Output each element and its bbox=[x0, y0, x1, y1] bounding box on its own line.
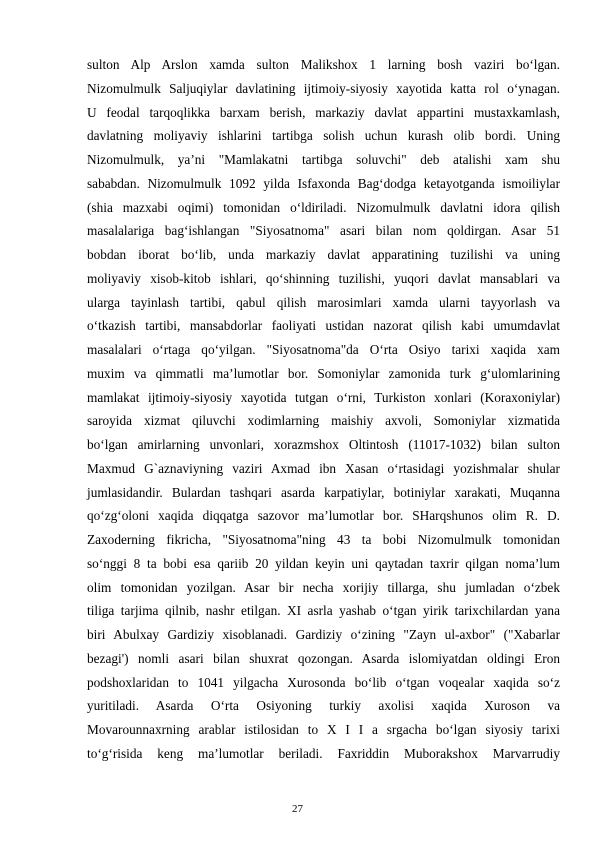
text-line: bezagi') nomli asari bilan shuxrat qozongan. Asarda islomiyatdan oldingi Eron bbox=[87, 650, 560, 666]
text-line: masalalariga bag‘ishlangan "Siyosatnoma" asari bilan nom qoldirgan. Asar 51 bbox=[87, 223, 560, 239]
text-line: Zaxoderning fikricha, "Siyosatnoma"ning 43 ta bobi Nizomulmulk tomonidan bbox=[87, 532, 560, 547]
text-line: moliyaviy xisob-kitob ishlari, qo‘shinning tuzilishi, yuqori davlat mansablari va bbox=[87, 270, 560, 286]
text-line: yuritiladi. Asarda O‘rta Osiyoning turkiy axolisi xaqida Xuroson va bbox=[87, 698, 560, 714]
text-line: (shia mazxabi oqimi) tomonidan o‘ldiriladi. Nizomulmulk davlatni idora qilish bbox=[87, 199, 560, 215]
text-line: masalalari o‘rtaga qo‘yilgan. "Siyosatnoma"da O‘rta Osiyo tarixi xaqida xam bbox=[87, 342, 560, 357]
text-line: davlatning moliyaviy ishlarini tartibga solish uchun kurash olib bordi. Uning bbox=[87, 128, 560, 144]
page-number: 27 bbox=[292, 803, 303, 815]
text-line: o‘tkazish tartibi, mansabdorlar faoliyati ustidan nazorat qilish kabi umumdavlat bbox=[87, 318, 560, 334]
text-line: so‘nggi 8 ta bobi esa qariib 20 yildan keyin uni qaytadan taxrir qilgan noma’lum bbox=[87, 555, 560, 571]
text-line: to‘g‘risida keng ma’lumotlar beriladi. Faxriddin Muborakshox Marvarrudiy bbox=[87, 745, 560, 761]
text-line: tiliga tarjima qilnib, nashr etilgan. XI asrla yashab o‘tgan yirik tarixchilardan yana bbox=[87, 603, 560, 619]
text-line: Movarounnaxrning arablar istilosidan to X I I a srgacha bo‘lgan siyosiy tarixi bbox=[87, 722, 560, 737]
text-line: ularga tayinlash tartibi, qabul qilish marosimlari xamda ularni tayyorlash va bbox=[87, 294, 560, 310]
text-line: Nizomulmulk, ya’ni "Mamlakatni tartibga soluvchi" deb atalishi xam shu bbox=[87, 152, 560, 167]
text-line: Nizomulmulk Saljuqiylar davlatining ijtimoiy-siyosiy xayotida katta rol o‘ynagan. bbox=[87, 80, 560, 96]
text-line: biri Abulxay Gardiziy xisoblanadi. Gardiziy o‘zining "Zayn ul-axbor" ("Xabarlar bbox=[87, 627, 560, 642]
text-line: Maxmud G`aznaviyning vaziri Axmad ibn Xasan o‘rtasidagi yozishmalar shular bbox=[87, 460, 560, 476]
text-line: jumlasidandir. Bulardan tashqari asarda karpatiylar, botiniylar xarakati, Muqanna bbox=[87, 484, 560, 500]
text-line: qo‘zg‘oloni xaqida diqqatga sazovor ma’lumotlar bor. SHarqshunos olim R. D. bbox=[87, 508, 560, 524]
text-line: bobdan iborat bo‘lib, unda markaziy davlat apparatining tuzilishi va uning bbox=[87, 247, 560, 262]
text-line: muxim va qimmatli ma’lumotlar bor. Somoniylar zamonida turk g‘ulomlarining bbox=[87, 365, 560, 381]
text-line: mamlakat ijtimoiy-siyosiy xayotida tutgan o‘rni, Turkiston xonlari (Koraxoniylar) bbox=[87, 389, 560, 405]
text-line: bo‘lgan amirlarning unvonlari, xorazmshox Oltintosh (11017-1032) bilan sulton bbox=[87, 437, 560, 452]
text-line: saroyida xizmat qiluvchi xodimlarning maishiy axvoli, Somoniylar xizmatida bbox=[87, 413, 560, 429]
text-line: podshoxlaridan to 1041 yilgacha Xurosonda bo‘lib o‘tgan voqealar xaqida so‘z bbox=[87, 674, 560, 690]
text-line: sulton Alp Arslon xamda sulton Malikshox 1 larning bosh vaziri bo‘lgan. bbox=[87, 57, 560, 72]
text-line: olim tomonidan yozilgan. Asar bir necha xorijiy tillarga, shu jumladan o‘zbek bbox=[87, 579, 560, 595]
text-line: sababdan. Nizomulmulk 1092 yilda Isfaxonda Bag‘dodga ketayotganda ismoiliylar bbox=[87, 175, 560, 191]
text-line: U feodal tarqoqlikka barxam berish, markaziy davlat appartini mustaxkamlash, bbox=[87, 104, 560, 120]
body-text bbox=[87, 53, 560, 766]
